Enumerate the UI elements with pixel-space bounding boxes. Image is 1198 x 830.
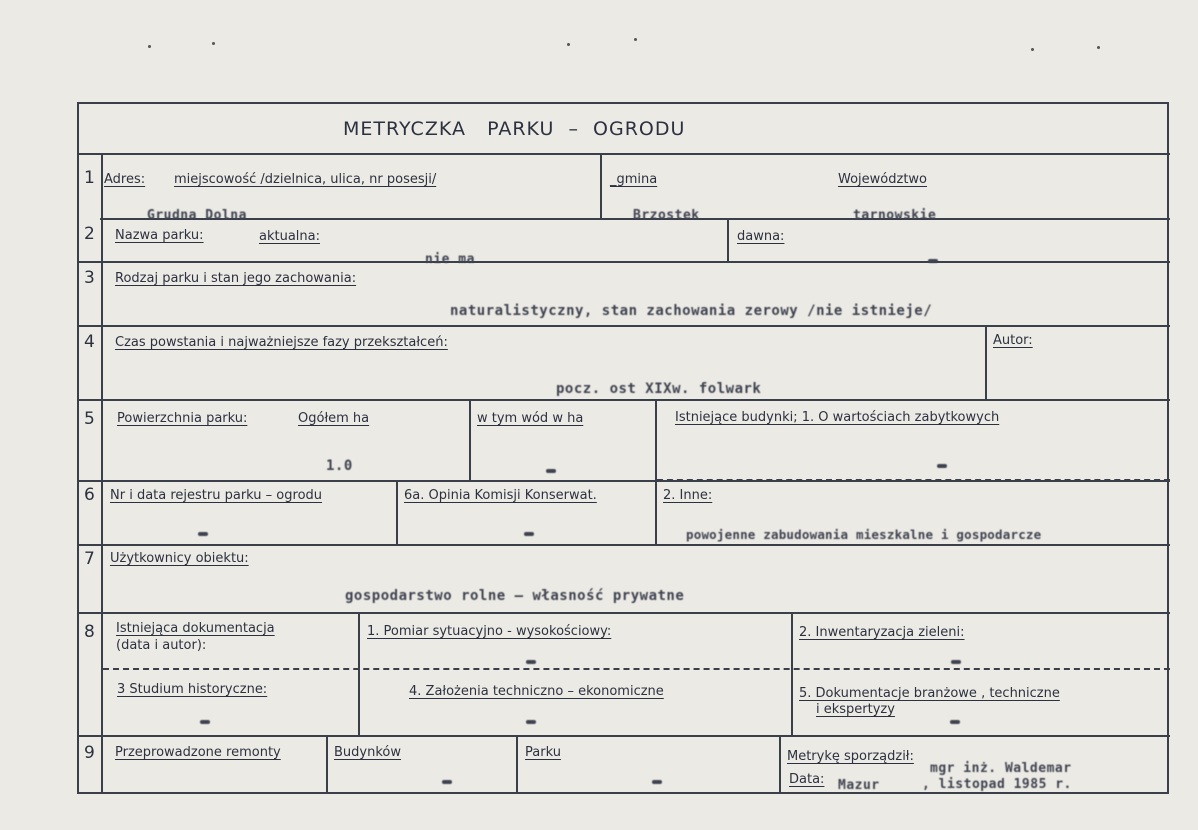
row-divider (77, 735, 1170, 737)
row-number: 3 (84, 268, 95, 288)
col-line (985, 325, 987, 399)
speck (212, 42, 215, 45)
opinia-value-dash (524, 532, 534, 536)
form-title: METRYCZKA PARKU – OGRODU (343, 118, 686, 140)
col-line (779, 735, 781, 793)
czas-value: pocz. ost XIXw. folwark (556, 381, 762, 397)
speck (1031, 48, 1034, 51)
aktualna-value: nie ma (425, 252, 475, 267)
rejestr-value-dash (198, 532, 208, 536)
speck (148, 45, 151, 48)
data-label: Data: (789, 772, 825, 787)
branzowe-value-dash (950, 720, 960, 724)
aktualna-label: aktualna: (259, 229, 320, 244)
col-line (326, 735, 328, 793)
col-line (655, 399, 657, 480)
studium-value-dash (200, 720, 210, 724)
pomiar-value-dash (526, 660, 536, 664)
wod-label: w tym wód w ha (477, 411, 584, 426)
col-line (516, 735, 518, 793)
data-value: , listopad 1985 r. (922, 777, 1072, 792)
row-divider (77, 261, 1170, 263)
speck (634, 38, 637, 41)
dashed-divider (103, 668, 1170, 670)
studium-label: 3 Studium historyczne: (117, 682, 268, 697)
budynki-value-dash (937, 464, 947, 468)
ogolem-label: Ogółem ha (298, 411, 370, 426)
branzowe-label: 5. Dokumentacje branżowe , techniczne (799, 686, 1060, 701)
wojewodztwo-label: Województwo (838, 172, 928, 187)
speck (1097, 46, 1100, 49)
col-line (727, 218, 729, 261)
dawna-value-dash (928, 259, 938, 263)
col-line (791, 612, 793, 735)
row-number: 6 (84, 485, 95, 505)
row-number: 7 (84, 549, 95, 569)
adres-sub-label: miejscowość /dzielnica, ulica, nr posesji/ (174, 172, 437, 187)
row-number: 1 (84, 168, 95, 188)
nazwa-label: Nazwa parku: (115, 228, 204, 243)
czas-label: Czas powstania i najważniejsze fazy przekształceń: (115, 335, 448, 350)
autor-label: Autor: (993, 333, 1033, 348)
col-line (600, 153, 602, 218)
rodzaj-value: naturalistyczny, stan zachowania zerowy /nie istnieje/ (450, 303, 933, 319)
col-line (396, 480, 398, 544)
dokumentacja-sub-label: (data i autor): (116, 638, 207, 653)
uzytkownicy-value: gospodarstwo rolne – własność prywatne (345, 588, 685, 604)
col-line (655, 480, 657, 544)
ogolem-value: 1.0 (326, 458, 353, 474)
row-divider (77, 325, 1170, 327)
gmina-value: Brzostek (633, 208, 700, 223)
pomiar-label: 1. Pomiar sytuacyjno - wysokościowy: (367, 624, 612, 639)
row-number: 8 (84, 622, 95, 642)
col-line (469, 399, 471, 480)
branzowe-sub-label: i ekspertyzy (816, 702, 895, 717)
row-divider (77, 612, 1170, 614)
dokumentacja-label: Istniejąca dokumentacja (116, 621, 275, 636)
dashed-divider (657, 479, 1170, 481)
rejestr-label: Nr i data rejestru parku – ogrodu (110, 488, 323, 503)
inne-value: powojenne zabudowania mieszkalne i gospodarcze (686, 527, 1042, 542)
inwentaryzacja-value-dash (951, 660, 961, 664)
remonty-label: Przeprowadzone remonty (115, 745, 281, 760)
nazwisko-value: Mazur (838, 778, 880, 793)
row-divider (77, 544, 1170, 546)
sporzadzil-label: Metrykę sporządził: (787, 749, 914, 764)
dawna-label: dawna: (737, 229, 785, 244)
budynki-label: Istniejące budynki; 1. O wartościach zabytkowych (675, 410, 1000, 425)
zalozenia-label: 4. Założenia techniczno – ekonomiczne (409, 684, 664, 699)
zalozenia-value-dash (526, 720, 536, 724)
row-number: 2 (84, 224, 95, 244)
adres-label: Adres: (104, 172, 146, 187)
parku-label: Parku (525, 745, 561, 760)
row-number: 5 (84, 409, 95, 429)
number-column-line (101, 153, 103, 793)
gmina-label: _gmina (610, 172, 658, 187)
row-divider (77, 399, 1170, 401)
budynkow-value-dash (442, 780, 452, 784)
row-number: 4 (84, 332, 95, 352)
wod-value-dash (546, 469, 556, 473)
sporzadzil-value: mgr inż. Waldemar (930, 761, 1072, 776)
miejscowosc-value: Grudna Dolna (147, 208, 247, 223)
uzytkownicy-label: Użytkownicy obiektu: (110, 551, 249, 566)
speck (567, 43, 570, 46)
rodzaj-label: Rodzaj parku i stan jego zachowania: (115, 271, 357, 286)
budynkow-label: Budynków (334, 745, 401, 760)
inwentaryzacja-label: 2. Inwentaryzacja zieleni: (799, 625, 965, 640)
wojewodztwo-value: tarnowskie (853, 208, 937, 223)
row-divider (77, 153, 1170, 155)
row-number: 9 (84, 743, 95, 763)
parku-value-dash (652, 780, 662, 784)
powierzchnia-label: Powierzchnia parku: (117, 411, 248, 426)
opinia-label: 6a. Opinia Komisji Konserwat. (404, 488, 597, 503)
col-line (358, 612, 360, 735)
inne-label: 2. Inne: (663, 488, 713, 503)
